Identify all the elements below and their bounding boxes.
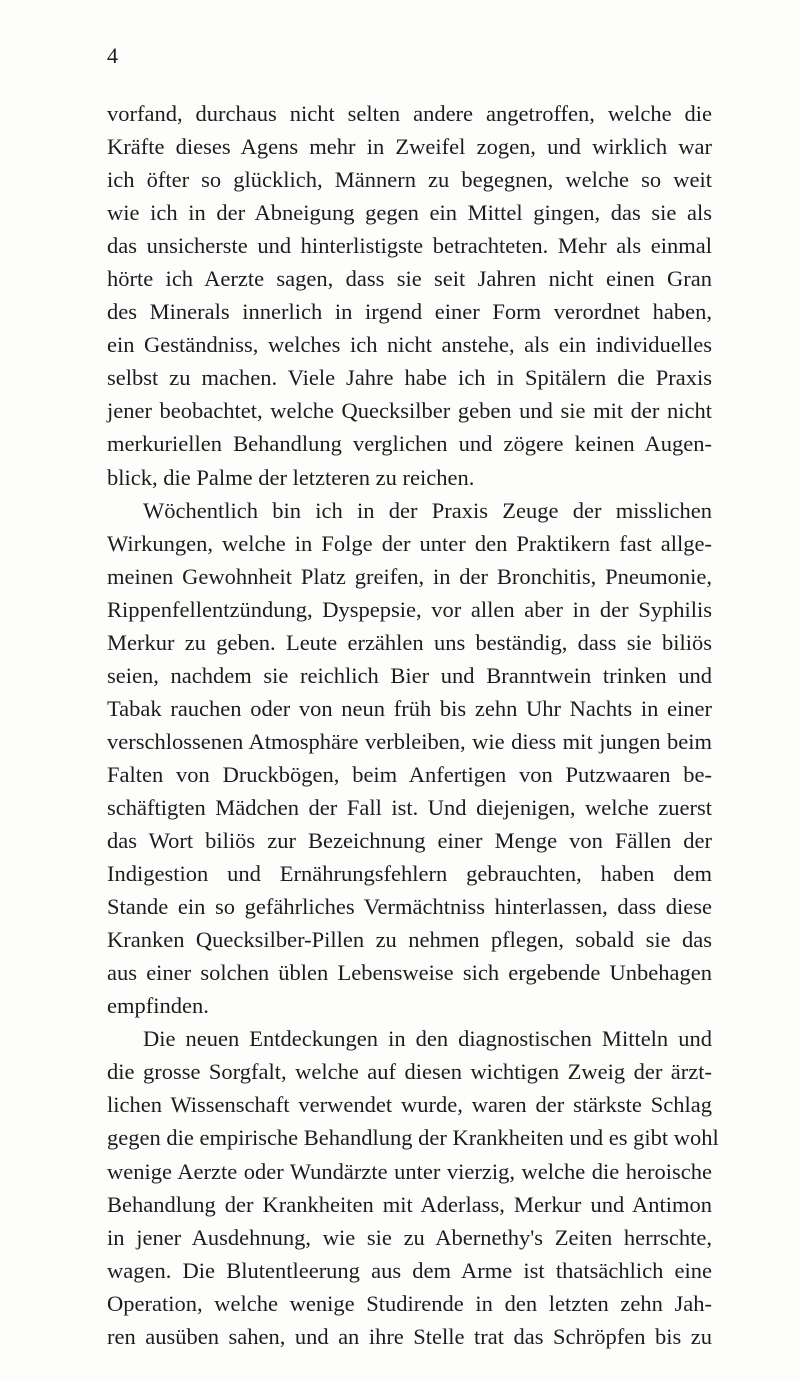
text-line: die grosse Sorgfalt, welche auf diesen wichtigen Zweig der ärzt- xyxy=(107,1059,712,1085)
text-line: ren ausüben sahen, und an ihre Stelle trat das Schröpfen bis zu xyxy=(107,1323,712,1349)
text-line: seien, nachdem sie reichlich Bier und Branntwein trinken und xyxy=(107,662,712,688)
text-line: Kranken Quecksilber-Pillen zu nehmen pflegen, sobald sie das xyxy=(107,927,712,953)
text-line: des Minerals innerlich in irgend einer Form verordnet haben, xyxy=(107,299,712,325)
text-line: ein Geständniss, welches ich nicht anstehe, als ein individuelles xyxy=(107,332,712,358)
text-line: hörte ich Aerzte sagen, dass sie seit Jahren nicht einen Gran xyxy=(107,266,712,292)
text-line: in jener Ausdehnung, wie sie zu Abernethy's Zeiten herrschte, xyxy=(107,1224,712,1250)
text-line: wagen. Die Blutentleerung aus dem Arme ist thatsächlich eine xyxy=(107,1257,712,1283)
body-text xyxy=(107,97,719,1353)
text-line: Die neuen Entdeckungen in den diagnostischen Mitteln und xyxy=(143,1026,712,1052)
text-line: aus einer solchen üblen Lebensweise sich ergebende Unbehagen xyxy=(107,960,712,986)
text-line: gegen die empirische Behandlung der Krankheiten und es gibt wohl xyxy=(107,1125,719,1151)
text-line: lichen Wissenschaft verwendet wurde, waren der stärkste Schlag xyxy=(107,1092,712,1118)
text-line: schäftigten Mädchen der Fall ist. Und diejenigen, welche zuerst xyxy=(107,794,712,820)
text-line: empfinden. xyxy=(107,993,209,1019)
text-line: vorfand, durchaus nicht selten andere angetroffen, welche die xyxy=(107,101,712,126)
paragraph xyxy=(107,1022,719,1352)
text-line: wie ich in der Abneigung gegen ein Mittel gingen, das sie als xyxy=(107,200,712,226)
text-line: Rippenfellentzündung, Dyspepsie, vor allen aber in der Syphilis xyxy=(107,596,712,622)
text-line: Behandlung der Krankheiten mit Aderlass, Merkur und Antimon xyxy=(107,1191,712,1217)
text-line: das unsicherste und hinterlistigste betrachteten. Mehr als einmal xyxy=(107,233,712,259)
text-line: Falten von Druckbögen, beim Anfertigen von Putzwaaren be- xyxy=(107,761,712,787)
text-line: verschlossenen Atmosphäre verbleiben, wie diess mit jungen beim xyxy=(107,728,712,754)
text-line: ich öfter so glücklich, Männern zu begegnen, welche so weit xyxy=(107,167,712,193)
text-line: Kräfte dieses Agens mehr in Zweifel zogen, und wirklich war xyxy=(107,134,712,160)
text-line: Wirkungen, welche in Folge der unter den Praktikern fast allge- xyxy=(107,530,712,556)
text-line: das Wort biliös zur Bezeichnung einer Menge von Fällen der xyxy=(107,828,712,854)
text-line: selbst zu machen. Viele Jahre habe ich in Spitälern die Praxis xyxy=(107,365,712,391)
page-number: 4 xyxy=(107,43,118,68)
text-line: Indigestion und Ernährungsfehlern gebrauchten, haben dem xyxy=(107,861,712,887)
text-line: Tabak rauchen oder von neun früh bis zehn Uhr Nachts in einer xyxy=(107,695,712,721)
text-line: wenige Aerzte oder Wundärzte unter vierzig, welche die heroische xyxy=(107,1158,712,1184)
paragraph xyxy=(107,494,712,1023)
text-line: Merkur zu geben. Leute erzählen uns beständig, dass sie biliös xyxy=(107,629,712,655)
text-line: Stande ein so gefährliches Vermächtniss hinterlassen, dass diese xyxy=(107,894,712,920)
paragraph xyxy=(107,97,712,494)
text-line: Wöchentlich bin ich in der Praxis Zeuge der misslichen xyxy=(143,497,712,523)
text-line: meinen Gewohnheit Platz greifen, in der Bronchitis, Pneumonie, xyxy=(107,563,712,589)
text-line: blick, die Palme der letzteren zu reichen. xyxy=(107,464,475,490)
text-line: merkuriellen Behandlung verglichen und zögere keinen Augen- xyxy=(107,431,712,457)
text-line: Operation, welche wenige Studirende in den letzten zehn Jah- xyxy=(107,1290,712,1316)
text-line: jener beobachtet, welche Quecksilber geben und sie mit der nicht xyxy=(107,398,712,424)
